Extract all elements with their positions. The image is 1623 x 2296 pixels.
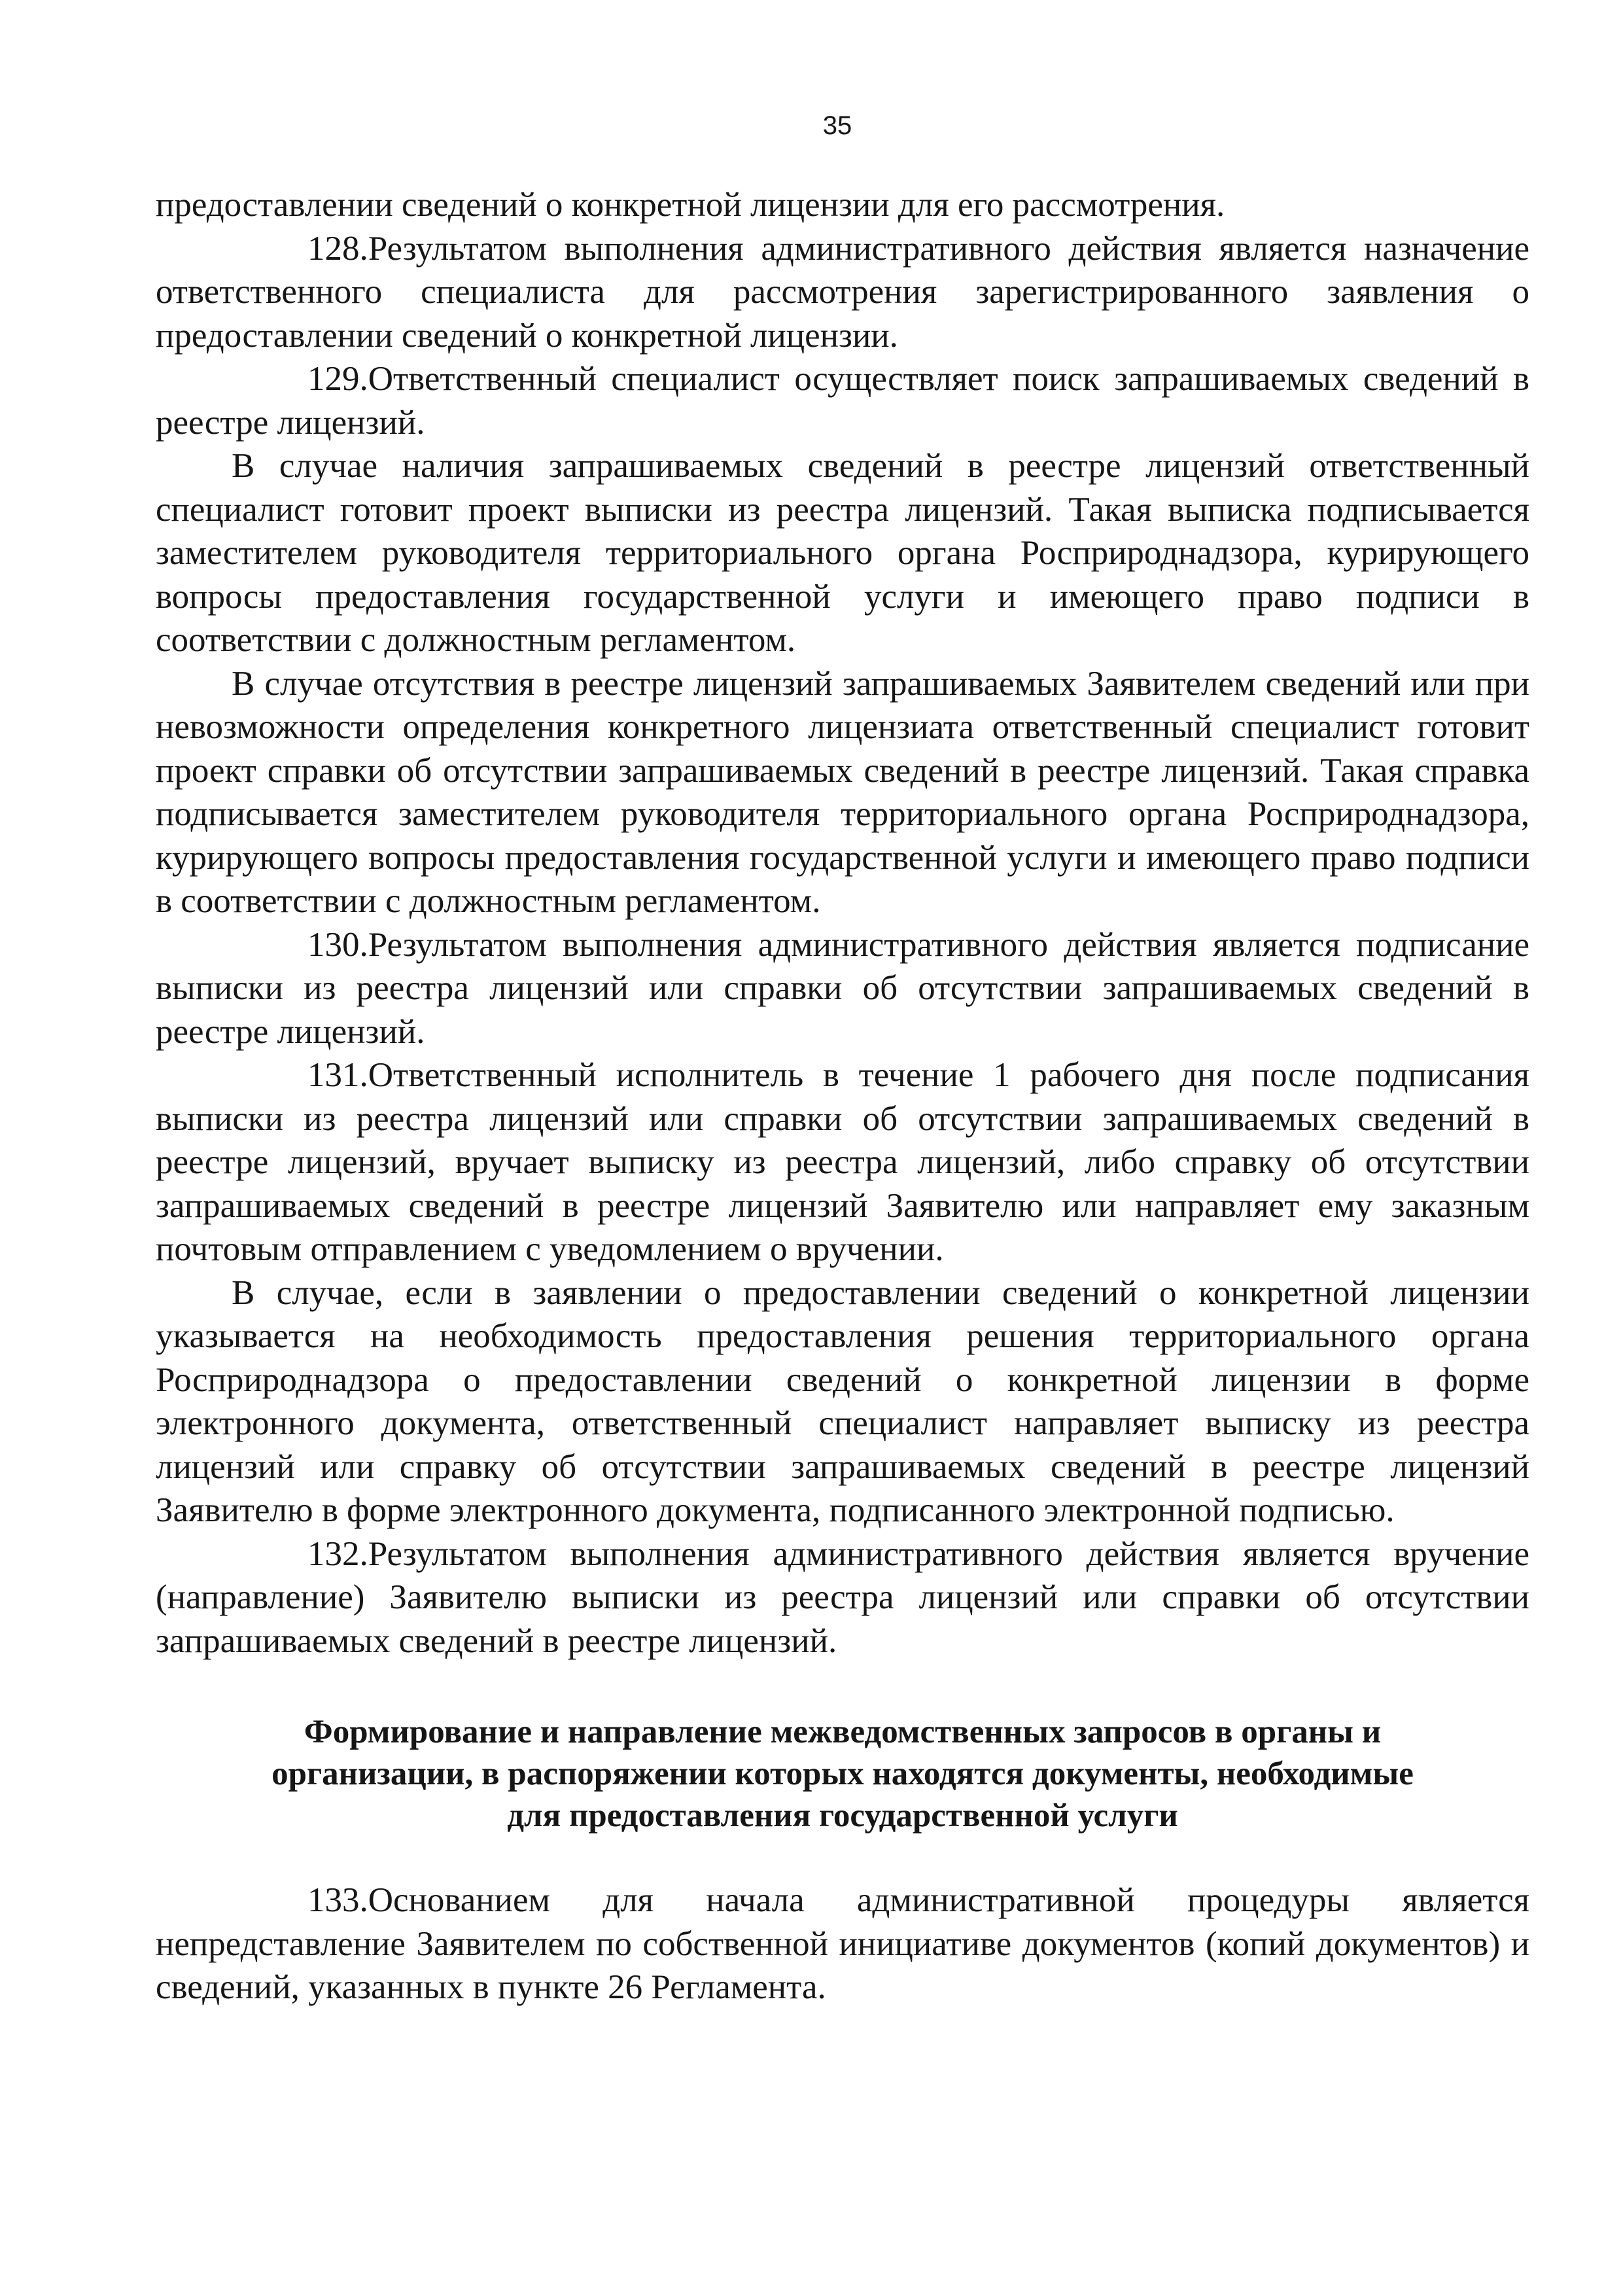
paragraph-absence-case xyxy=(156,662,1529,923)
paragraph-129 xyxy=(156,357,1529,444)
page-number: 35 xyxy=(822,111,852,140)
document-body xyxy=(156,183,1529,2009)
paragraph-text: Ответственный специалист осуществляет поиск запрашиваемых сведений в реестре лицензий. xyxy=(156,360,1529,442)
paragraph-text: предоставлении сведений о конкретной лицензии для его рассмотрения. xyxy=(156,186,1225,224)
paragraph-130 xyxy=(156,923,1529,1054)
paragraph-number: 128. xyxy=(307,229,368,268)
paragraph-number: 130. xyxy=(307,925,368,964)
paragraph-number: 132. xyxy=(307,1534,368,1573)
paragraph-text: В случае наличия запрашиваемых сведений в реестре лицензий ответственный специалист готовит проект выписки из реестра лицензий. Такая выписка подписывается заместителем руководителя территориального органа Росприроднадзора, курирующего вопросы предоставления государственной услуги и имеющего право подписи в соответствии с должностным регламентом. xyxy=(156,447,1529,659)
paragraph-extract-case xyxy=(156,444,1529,662)
paragraph-text: Результатом выполнения административного действия является назначение ответственного специалиста для рассмотрения зарегистрированного заявления о предоставлении сведений о конкретной лицензии. xyxy=(156,229,1529,355)
paragraph-131 xyxy=(156,1053,1529,1271)
paragraph-text: В случае отсутствия в реестре лицензий запрашиваемых Заявителем сведений или при невозможности определения конкретного лицензиата ответственный специалист готовит проект справки об отсутствии запрашиваемых сведений в реестре лицензий. Такая справка подписывается заместителем руководителя территориального органа Росприроднадзора, курирующего вопросы предоставления государственной услуги и имеющего право подписи в соответствии с должностным регламентом. xyxy=(156,664,1529,920)
section-heading-line: для предоставления государственной услуги xyxy=(507,1797,1178,1834)
paragraph-number: 129. xyxy=(307,360,368,398)
section-heading-line: Формирование и направление межведомственных запросов в органы и xyxy=(304,1714,1382,1750)
section-heading-line: организации, в распоряжении которых находятся документы, необходимые xyxy=(271,1756,1414,1792)
paragraph-text: Ответственный исполнитель в течение 1 рабочего дня после подписания выписки из реестра лицензий или справки об отсутствии запрашиваемых сведений в реестре лицензий, вручает выписку из реестра лицензий, либо справку об отсутствии запрашиваемых сведений в реестре лицензий Заявителю или направляет ему заказным почтовым отправлением с уведомлением о вручении. xyxy=(156,1056,1529,1268)
paragraph-text: В случае, если в заявлении о предоставлении сведений о конкретной лицензии указывается на необходимость предоставления решения территориального органа Росприроднадзора о предоставлении сведений о конкретной лицензии в форме электронного документа, ответственный специалист направляет выписку из реестра лицензий или справку об отсутствии запрашиваемых сведений в реестре лицензий Заявителю в форме электронного документа, подписанного электронной подписью. xyxy=(156,1273,1529,1529)
paragraph-number: 131. xyxy=(307,1056,368,1094)
paragraph-text: Основанием для начала административной процедуры является непредставление Заявителем по собственной инициативе документов (копий документов) и сведений, указанных в пункте 26 Регламента. xyxy=(156,1881,1529,2006)
paragraph-number: 133. xyxy=(307,1881,368,1919)
paragraph-continuation xyxy=(156,183,1529,227)
paragraph-132 xyxy=(156,1532,1529,1663)
paragraph-133 xyxy=(156,1879,1529,2009)
paragraph-128 xyxy=(156,227,1529,358)
paragraph-text: Результатом выполнения административного действия является подписание выписки из реестра лицензий или справки об отсутствии запрашиваемых сведений в реестре лицензий. xyxy=(156,925,1529,1051)
paragraph-electronic-case xyxy=(156,1271,1529,1532)
section-heading xyxy=(156,1711,1529,1837)
paragraph-text: Результатом выполнения административного действия является вручение (направление) Заявителю выписки из реестра лицензий или справки об отсутствии запрашиваемых сведений в реестре лицензий. xyxy=(156,1534,1529,1660)
